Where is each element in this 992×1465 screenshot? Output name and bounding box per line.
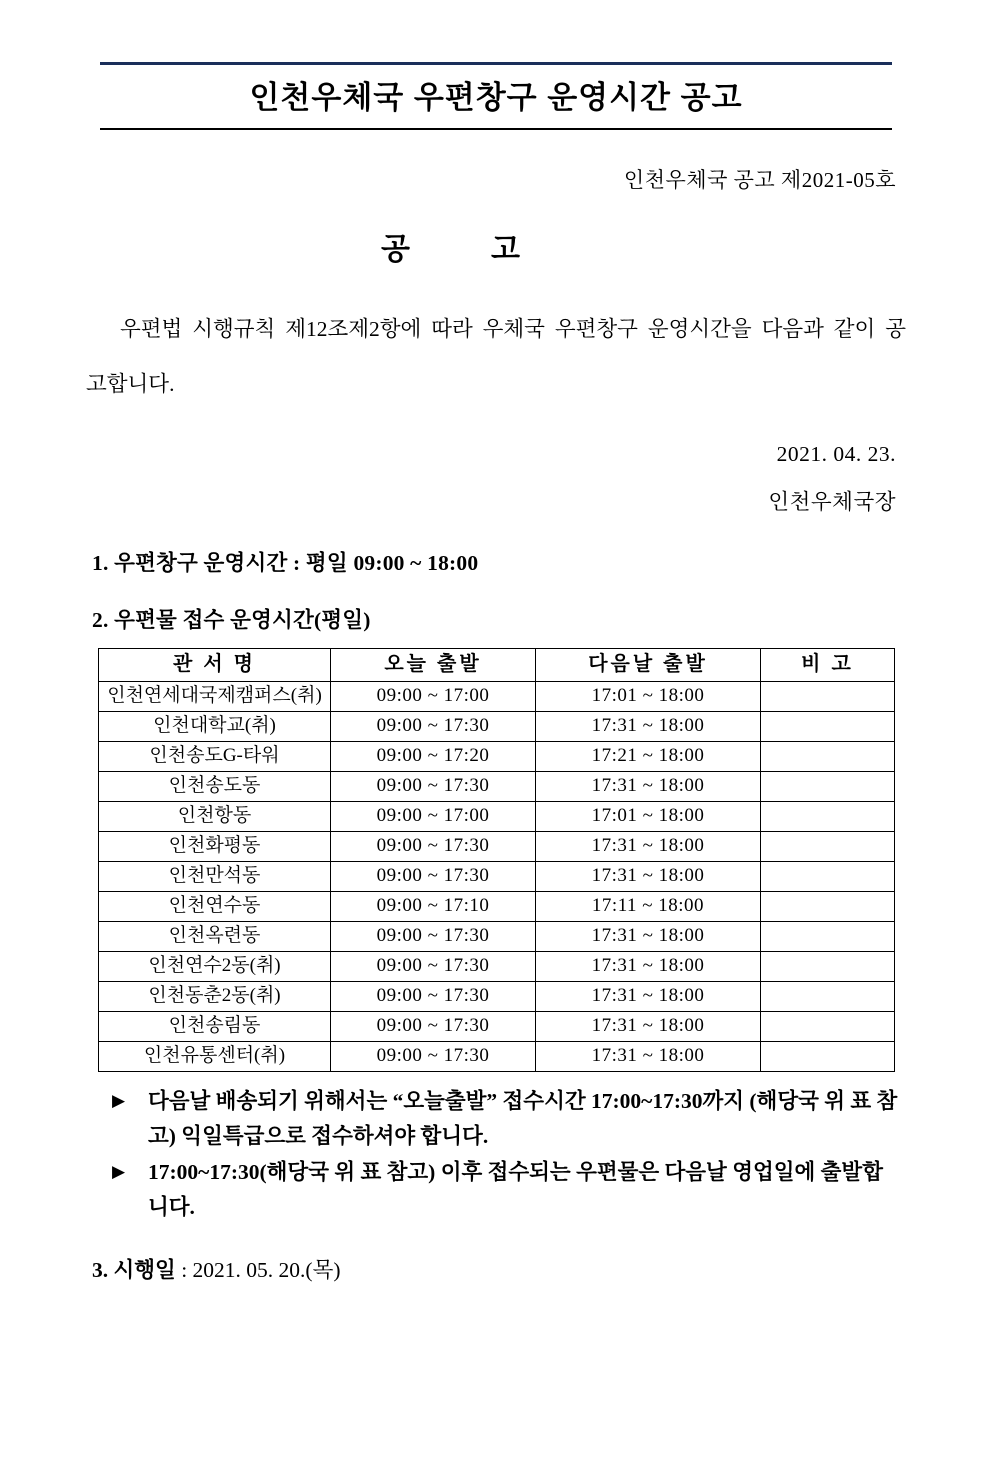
cell-next-day: 17:31 ~ 18:00 bbox=[536, 831, 761, 861]
cell-next-day: 17:31 ~ 18:00 bbox=[536, 1041, 761, 1071]
table-row bbox=[99, 981, 895, 1011]
title-block bbox=[100, 62, 892, 130]
cell-next-day: 17:01 ~ 18:00 bbox=[536, 681, 761, 711]
notice-heading-char-1: 공 bbox=[381, 233, 411, 267]
section-item-2: 2. 우편물 접수 운영시간(평일) bbox=[92, 607, 371, 632]
col-header-office: 관 서 명 bbox=[99, 648, 331, 681]
cell-next-day: 17:01 ~ 18:00 bbox=[536, 801, 761, 831]
cell-note bbox=[761, 891, 895, 921]
table-row bbox=[99, 831, 895, 861]
cell-today: 09:00 ~ 17:30 bbox=[331, 981, 536, 1011]
table-row bbox=[99, 801, 895, 831]
cell-office: 인천송도동 bbox=[99, 771, 331, 801]
cell-today: 09:00 ~ 17:30 bbox=[331, 771, 536, 801]
cell-note bbox=[761, 921, 895, 951]
cell-next-day: 17:31 ~ 18:00 bbox=[536, 1011, 761, 1041]
section-item-3-value: : 2021. 05. 20.(목) bbox=[181, 1258, 341, 1283]
col-header-note: 비 고 bbox=[761, 648, 895, 681]
section-item-3-label: 3. 시행일 bbox=[92, 1258, 176, 1283]
bullet-list bbox=[112, 1084, 902, 1225]
cell-next-day: 17:31 ~ 18:00 bbox=[536, 981, 761, 1011]
table-row bbox=[99, 951, 895, 981]
table-row bbox=[99, 891, 895, 921]
col-header-today: 오늘 출발 bbox=[331, 648, 536, 681]
cell-note bbox=[761, 1041, 895, 1071]
table-row bbox=[99, 1011, 895, 1041]
notice-number: 인천우체국 공고 제2021-05호 bbox=[623, 168, 896, 193]
cell-next-day: 17:31 ~ 18:00 bbox=[536, 861, 761, 891]
schedule-table bbox=[98, 648, 895, 1072]
cell-office: 인천송도G-타워 bbox=[99, 741, 331, 771]
cell-next-day: 17:11 ~ 18:00 bbox=[536, 891, 761, 921]
cell-today: 09:00 ~ 17:30 bbox=[331, 1011, 536, 1041]
table-row bbox=[99, 921, 895, 951]
cell-next-day: 17:21 ~ 18:00 bbox=[536, 741, 761, 771]
cell-today: 09:00 ~ 17:00 bbox=[331, 801, 536, 831]
cell-office: 인천대학교(취) bbox=[99, 711, 331, 741]
signer-name: 인천우체국장 bbox=[768, 489, 896, 514]
cell-note bbox=[761, 771, 895, 801]
table-row bbox=[99, 741, 895, 771]
cell-office: 인천동춘2동(취) bbox=[99, 981, 331, 1011]
cell-today: 09:00 ~ 17:30 bbox=[331, 951, 536, 981]
bullet-item bbox=[112, 1084, 902, 1154]
cell-next-day: 17:31 ~ 18:00 bbox=[536, 921, 761, 951]
document-page bbox=[0, 62, 992, 1465]
bullet-text: 17:00~17:30(해당국 위 표 참고) 이후 접수되는 우편물은 다음날 영업일에 출발합니다. bbox=[148, 1160, 883, 1220]
paragraph-text: 우편법 시행규칙 제12조제2항에 따라 우체국 우편창구 운영시간을 다음과 같이 공고합니다. bbox=[86, 317, 906, 396]
cell-note bbox=[761, 831, 895, 861]
cell-today: 09:00 ~ 17:30 bbox=[331, 831, 536, 861]
cell-today: 09:00 ~ 17:30 bbox=[331, 711, 536, 741]
cell-office: 인천항동 bbox=[99, 801, 331, 831]
cell-note bbox=[761, 861, 895, 891]
cell-next-day: 17:31 ~ 18:00 bbox=[536, 711, 761, 741]
cell-office: 인천연수2동(취) bbox=[99, 951, 331, 981]
table-row bbox=[99, 1041, 895, 1071]
cell-note bbox=[761, 741, 895, 771]
cell-note bbox=[761, 951, 895, 981]
bullet-text: 다음날 배송되기 위해서는 “오늘출발” 접수시간 17:00~17:30까지 (해당국 위 표 참고) 익일특급으로 접수하셔야 합니다. bbox=[148, 1088, 898, 1148]
notice-heading-char-2: 고 bbox=[491, 233, 521, 267]
table-row bbox=[99, 681, 895, 711]
cell-note bbox=[761, 711, 895, 741]
cell-office: 인천유통센터(취) bbox=[99, 1041, 331, 1071]
cell-note bbox=[761, 801, 895, 831]
cell-office: 인천송림동 bbox=[99, 1011, 331, 1041]
cell-office: 인천연수동 bbox=[99, 891, 331, 921]
page-title: 인천우체국 우편창구 운영시간 공고 bbox=[249, 80, 743, 115]
cell-office: 인천화평동 bbox=[99, 831, 331, 861]
triangle-right-icon: ▶ bbox=[112, 1162, 126, 1182]
bullet-item bbox=[112, 1155, 902, 1225]
cell-today: 09:00 ~ 17:20 bbox=[331, 741, 536, 771]
table-row bbox=[99, 861, 895, 891]
section-item-1: 1. 우편창구 운영시간 : 평일 09:00 ~ 18:00 bbox=[92, 550, 479, 575]
cell-note bbox=[761, 981, 895, 1011]
cell-today: 09:00 ~ 17:10 bbox=[331, 891, 536, 921]
cell-note bbox=[761, 681, 895, 711]
body-paragraph bbox=[86, 302, 906, 412]
triangle-right-icon: ▶ bbox=[112, 1090, 126, 1110]
cell-next-day: 17:31 ~ 18:00 bbox=[536, 951, 761, 981]
cell-next-day: 17:31 ~ 18:00 bbox=[536, 771, 761, 801]
cell-office: 인천만석동 bbox=[99, 861, 331, 891]
schedule-table-wrap bbox=[98, 648, 894, 1072]
cell-office: 인천옥련동 bbox=[99, 921, 331, 951]
issue-date: 2021. 04. 23. bbox=[776, 441, 896, 466]
notice-heading bbox=[0, 224, 992, 268]
cell-today: 09:00 ~ 17:30 bbox=[331, 1041, 536, 1071]
col-header-next-day: 다음날 출발 bbox=[536, 648, 761, 681]
cell-today: 09:00 ~ 17:00 bbox=[331, 681, 536, 711]
cell-office: 인천연세대국제캠퍼스(취) bbox=[99, 681, 331, 711]
section-item-3 bbox=[92, 1253, 992, 1284]
table-header-row bbox=[99, 648, 895, 681]
cell-note bbox=[761, 1011, 895, 1041]
table-row bbox=[99, 711, 895, 741]
cell-today: 09:00 ~ 17:30 bbox=[331, 861, 536, 891]
cell-today: 09:00 ~ 17:30 bbox=[331, 921, 536, 951]
table-row bbox=[99, 771, 895, 801]
